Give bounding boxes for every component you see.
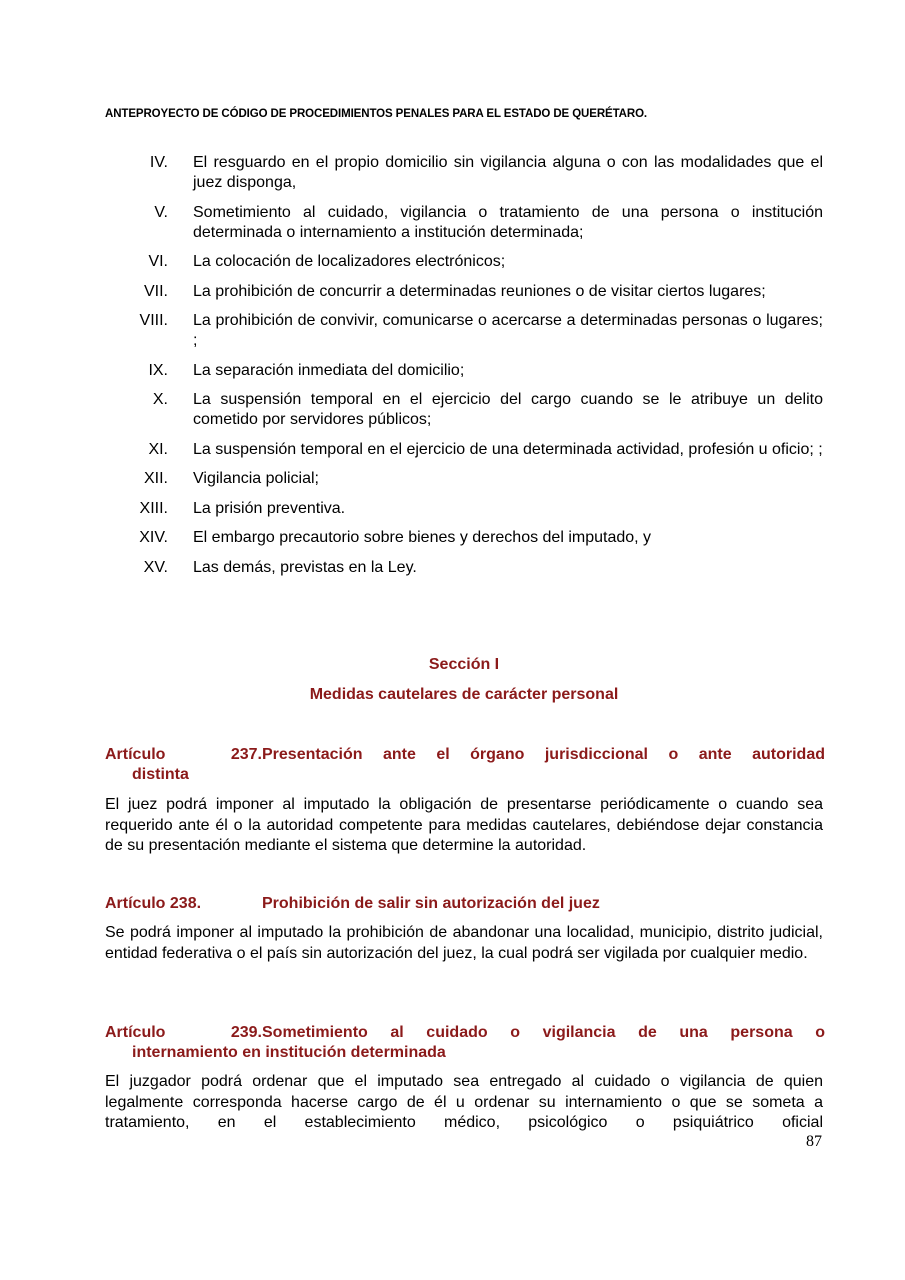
list-item-number: V. <box>154 203 168 221</box>
list-item-text: Vigilancia policial; <box>193 470 319 487</box>
list-item-text: Sometimiento al cuidado, vigilancia o tratamiento de una persona o institución determinada o internamiento a institución determinada; <box>193 203 823 241</box>
list-item-number: XI. <box>148 440 168 458</box>
list-item-number: XII. <box>143 470 168 487</box>
list-item-text: La colocación de localizadores electrónicos; <box>193 253 506 270</box>
list-item-text: El resguardo en el propio domicilio sin vigilancia alguna o con las modalidades que el juez disponga, <box>193 154 823 191</box>
list-item <box>105 390 823 430</box>
list-item <box>105 311 823 351</box>
list-item-number: IV. <box>149 154 168 171</box>
list-item <box>105 282 823 302</box>
article-label: Artículo 239. <box>105 1024 262 1041</box>
list-item <box>105 469 823 489</box>
list-item-number: VIII. <box>139 312 168 329</box>
list-item <box>105 440 823 460</box>
list-item-text: La suspensión temporal en el ejercicio del cargo cuando se le atribuye un delito cometido por servidores públicos; <box>193 391 823 428</box>
list-item <box>105 558 823 578</box>
list-item <box>105 153 823 193</box>
article-237-body: El juez podrá imponer al imputado la obligación de presentarse periódicamente o cuando sea requerido ante él o la autoridad competente para medidas cautelares, debiéndose dejar constancia de su presentación mediante el sistema que determine la autoridad. <box>105 796 823 854</box>
article-238-body: Se podrá imponer al imputado la prohibición de abandonar una localidad, municipio, distrito judicial, entidad federativa o el país sin autorización del juez, la cual podrá ser vigilada por cualquier medio. <box>105 924 823 962</box>
section-subtitle: Medidas cautelares de carácter personal <box>309 686 619 703</box>
list-item-text: La separación inmediata del domicilio; <box>193 361 465 379</box>
list-item-number: X. <box>152 391 168 408</box>
article-239-body: El juzgador podrá ordenar que el imputado sea entregado al cuidado o vigilancia de quien legalmente corresponda hacerse cargo de él u ordenar su internamiento o que se someta a tratamiento, en el establecimiento médico, psicológico o psiquiátrico oficial <box>105 1073 823 1131</box>
list-item-text: La prohibición de concurrir a determinadas reuniones o de visitar ciertos lugares; <box>193 282 766 300</box>
list-item <box>105 361 823 381</box>
article-title: Prohibición de salir sin autorización del juez <box>262 895 600 912</box>
list-item-number: VI. <box>148 253 168 270</box>
list-item-number: XIV. <box>139 529 168 546</box>
list-item-number: IX. <box>148 361 168 379</box>
list-item <box>105 528 823 548</box>
article-label: Artículo 238. <box>105 895 202 912</box>
article-239-heading <box>105 1023 825 1063</box>
section-title: Sección I <box>428 656 500 673</box>
article-title-continuation: internamiento en institución determinada <box>132 1044 446 1061</box>
list-item <box>105 252 823 272</box>
list-item-text: La suspensión temporal en el ejercicio de una determinada actividad, profesión u oficio; ; <box>193 440 823 458</box>
list-item-text: El embargo precautorio sobre bienes y derechos del imputado, y <box>193 529 652 546</box>
article-237-heading <box>105 745 825 785</box>
article-heading-line <box>105 745 825 765</box>
list-item-text: La prisión preventiva. <box>193 499 346 517</box>
list-item <box>105 203 823 243</box>
article-238-heading <box>105 894 825 914</box>
list-item-number: VII. <box>143 282 168 300</box>
measures-list <box>105 153 823 587</box>
list-item-number: XV. <box>143 558 168 576</box>
list-item-text: La prohibición de convivir, comunicarse o acercarse a determinadas personas o lugares; ; <box>193 312 823 349</box>
article-heading-line <box>105 894 825 914</box>
article-title: Sometimiento al cuidado o vigilancia de una persona o <box>262 1024 825 1041</box>
list-item <box>105 499 823 519</box>
article-label: Artículo 237. <box>105 746 262 763</box>
article-heading-line <box>105 1023 825 1043</box>
article-title: Presentación ante el órgano jurisdiccional o ante autoridad <box>262 746 825 763</box>
page-number: 87 <box>806 1133 822 1150</box>
article-title-continuation: distinta <box>132 766 189 783</box>
list-item-text: Las demás, previstas en la Ley. <box>193 558 417 576</box>
document-header: ANTEPROYECTO DE CÓDIGO DE PROCEDIMIENTOS PENALES PARA EL ESTADO DE QUERÉTARO. <box>105 108 648 120</box>
list-item-number: XIII. <box>139 499 168 517</box>
